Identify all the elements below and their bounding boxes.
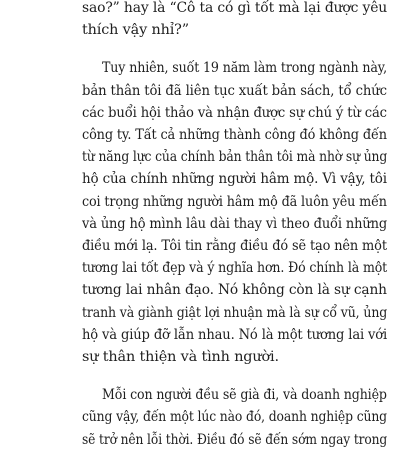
text-line: hộ của chính những người hâm mộ. Vì vậy, tôi: [82, 171, 387, 188]
text-line: điều mới lạ. Tôi tin rằng điều đó sẽ tạo nên một: [82, 238, 387, 254]
text-line: Mỗi con người đều sẽ già đi, và doanh nghiệp: [102, 387, 387, 404]
text-line: hộ và giúp đỡ lẫn nhau. Nó là một tương lai với: [82, 326, 388, 343]
text-line: tương lai tốt đẹp và ý nghĩa hơn. Đó chính là một: [82, 260, 388, 277]
text-line: công ty. Tất cả những thành công đó không đến: [82, 127, 387, 143]
text-line: sẽ trở nên lỗi thời. Điều đó sẽ đến sớm ngay trong: [82, 431, 388, 448]
text-line: tương lai nhân đạo. Nó không còn là sự cạnh: [82, 282, 387, 299]
text-line: và ủng hộ mình lâu dài thay vì theo đuổi những: [82, 215, 388, 232]
text-line: sự thân thiện và tình người.: [82, 349, 279, 365]
text-line: các buổi hội thảo và nhận được sự chú ý từ các: [82, 104, 387, 121]
text-line: Tuy nhiên, suốt 19 năm làm trong ngành này,: [102, 60, 387, 77]
text-line: tranh và giành giật lợi nhuận mà là sự cổ vũ, ủng: [82, 304, 388, 321]
text-line: bản thân tôi đã liên tục xuất bản sách, tổ chức: [82, 82, 387, 99]
text-line: sao?” hay là “Cô ta có gì tốt mà lại được yêu: [82, 0, 388, 16]
text-line: thích vậy nhỉ?”: [82, 22, 189, 39]
text-line: coi trọng những người hâm mộ đã luôn yêu mến: [82, 193, 387, 210]
text-line: cũng vậy, đến một lúc nào đó, doanh nghiệp cũng: [82, 409, 387, 426]
text-line: từ năng lực của chính bản thân tôi mà nhờ sự ủng: [82, 149, 388, 166]
